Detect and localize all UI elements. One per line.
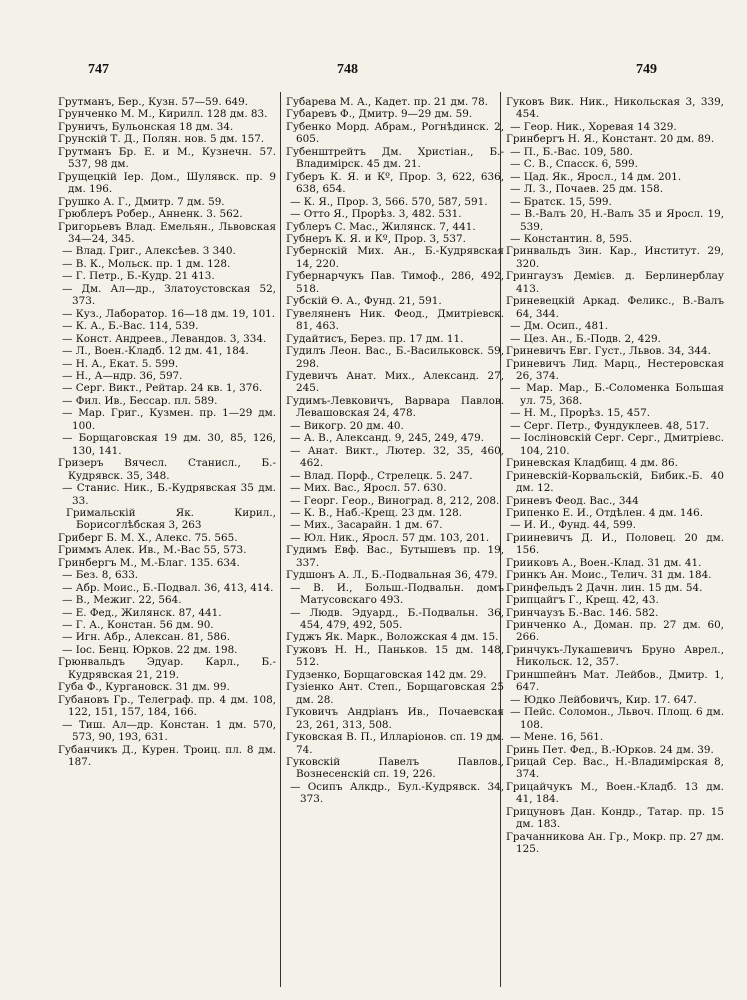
directory-subentry: — В. И., Больш.-Подвальн. домъ Матусовскаго 493. [290,581,504,607]
directory-subentry: — Мих., Засарайн. 1 дм. 67. [290,519,443,532]
directory-entry: Гриберг Б. М. Х., Алекс. 75. 565. [58,531,238,544]
directory-entry: Гриневичъ Евг. Густ., Львов. 34, 344. [506,345,711,358]
directory-subentry: — Цад. Як., Яросл., 14 дм. 201. [510,170,682,183]
directory-subentry: — Г. А., Констан. 56 дм. 90. [62,619,214,632]
directory-subentry: — Куз., Лаборатор. 16—18 дм. 19, 101. [62,307,276,320]
directory-entry: Гуджъ Як. Марк., Воложская 4 дм. 15. [286,631,499,644]
directory-entry: Гудилъ Леон. Вас., Б.-Васильковск. 59, 298. [286,345,504,370]
directory-entry: Гриневскій-Корвальскій, Бибик.-Б. 40 дм. 12. [506,469,724,495]
directory-subentry: — Н. М., Прорѣз. 15, 457. [510,407,651,420]
directory-entry: Гузіенко Ант. Степ., Борщаговская 25 дм. 28. [286,681,504,706]
directory-subentry: — Г. Петр., Б.-Кудр. 21 413. [62,270,215,283]
directory-subentry: — И. И., Фунд. 44, 599. [510,519,636,532]
directory-entry: Гринфельдъ 2 Дачн. лин. 15 дм. 54. [506,581,703,594]
directory-subentry: — Дм. Ал—др., Златоустовская 52, 373. [62,282,276,308]
directory-subentry: — Цез. Ан., Б.-Подв. 2, 429. [510,332,661,345]
directory-entry: Грицайчукъ М., Воен.-Кладб. 13 дм. 41, 184. [506,780,724,806]
directory-subentry: — Мар. Григ., Кузмен. пр. 1—29 дм. 100. [62,407,276,432]
directory-entry: Гуковичъ Андріанъ Ив., Почаевская 23, 261, 313, 508. [286,706,504,731]
directory-subentry: — Мих. Вас., Яросл. 57. 630. [290,482,447,495]
directory-entry: Гублеръ С. Мас., Жилянск. 7, 441. [286,220,476,233]
directory-entry: Гудшонъ А. Л., Б.-Подвальная 36, 479. [286,569,498,582]
directory-entry: Григорьевъ Влад. Емельян., Львовская 34—24, 345. [58,220,276,245]
directory-subentry: — Іосліновскій Серг. Серг., Дмитріевс. 104, 210. [510,432,724,457]
directory-entry: Губа Ф., Кургановск. 31 дм. 99. [58,681,230,694]
directory-subentry: — К. А., Б.-Вас. 114, 539. [62,320,199,333]
directory-subentry: — К. В., Наб.-Крещ. 23 дм. 128. [290,506,463,519]
directory-entry: Гудимъ Евф. Вас., Бутышевъ пр. 19, 337. [286,544,504,569]
column-right [506,96,724,986]
directory-subentry: — Л. З., Почаев. 25 дм. 158. [510,183,664,196]
directory-entry: Губернарчукъ Пав. Тимоф., 286, 492, 518. [286,270,504,295]
directory-subentry: — Людв. Эдуард., Б.-Подвальн. 36, 454, 479, 492, 505. [290,606,504,632]
directory-entry: Гриневецкій Аркад. Феликс., В.-Валъ 64, 344. [506,295,724,320]
directory-entry: Губнеръ К. Я. и Кº, Прор. 3, 537. [286,232,466,245]
directory-subentry: — Н., А—ндр. 36, 597. [62,369,183,382]
directory-entry: Грииневичъ Д. И., Половец. 20 дм. 156. [506,531,724,557]
directory-entry: Грипцайгъ Г., Крещ. 42, 43. [506,594,659,607]
directory-subentry: — Братск. 15, 599. [510,195,612,208]
directory-subentry: — П., Б.-Вас. 109, 580. [510,145,633,158]
directory-subentry: — Серг. Петр., Фундуклеев. 48, 517. [510,419,709,432]
directory-entry: Гринбергъ М., М.-Благ. 135. 634. [58,556,240,569]
directory-entry: Грачанникова Ан. Гр., Мокр. пр. 27 дм. 125. [506,830,724,856]
directory-subentry: — Л., Воен.-Кладб. 12 дм. 41, 184. [62,345,249,358]
directory-entry: Грюнвальдъ Эдуар. Карл., Б.-Кудрявская 21, 219. [58,656,276,681]
directory-entry: Грунскій Т. Д., Полян. нов. 5 дм. 157. [58,133,265,146]
directory-subentry: — Георг. Геор., Виноград. 8, 212, 208. [290,494,500,507]
directory-entry: Губскій Ө. А., Фунд. 21, 591. [286,295,442,308]
directory-entry: Грицуновъ Дан. Кондр., Татар. пр. 15 дм. 183. [506,805,724,831]
directory-subentry: — Викогр. 20 дм. 40. [290,419,404,432]
directory-subentry: — Фил. Ив., Бессар. пл. 589. [62,394,218,407]
directory-entry: Грипенко Е. И., Отдѣлен. 4 дм. 146. [506,506,704,519]
directory-entry: Губановъ Гр., Телеграф. пр. 4 дм. 108, 122, 151, 157, 184, 166. [58,693,276,719]
directory-entry: Гриневичъ Лид. Марц., Нестеровская 26, 374. [506,357,724,382]
directory-subentry: — Юл. Ник., Яросл. 57 дм. 103, 201. [290,531,490,544]
directory-subentry: — Анат. Викт., Лютер. 32, 35, 460, 462. [290,444,504,470]
directory-subentry: — Мене. 16, 561. [510,731,604,744]
directory-entry: Гримальскій Як. Кирил., Борисоглѣбская 3, 263 [66,506,276,532]
directory-subentry: — В.-Валъ 20, Н.-Валъ 35 и Яросл. 19, 539. [510,208,724,233]
directory-subentry: — Н. А., Екат. 5. 599. [62,357,179,370]
directory-entry: Гризеръ Вячесл. Станисл., Б.-Кудрявск. 35, 348. [58,457,276,482]
directory-entry: Гринчаузъ Б.-Вас. 146. 582. [506,606,659,619]
directory-entry: Губеръ К. Я. и Кº, Прор. 3, 622, 636, 638, 654. [286,170,504,196]
directory-entry: Грушко А. Г., Дмитр. 7 дм. 59. [58,195,225,208]
directory-entry: Губаревъ Ф., Дмитр. 9—29 дм. 59. [286,108,473,121]
directory-entry: Гужовъ Н. Н., Паньков. 15 дм. 148, 512. [286,643,504,669]
directory-subentry: — Е. Фед., Жилянск. 87, 441. [62,606,222,619]
page-number-left: 747 [88,62,109,77]
directory-entry: Губенштрейтъ Дм. Христіан., Б.-Владимірск. 45 дм. 21. [286,145,504,171]
directory-subentry: — Влад. Григ., Алексѣев. 3 340. [62,245,236,258]
directory-entry: Грутманъ, Бер., Кузн. 57—59. 649. [58,96,249,108]
directory-entry: Гудевичъ Анат. Мих., Александ. 27, 245. [286,369,504,395]
directory-entry: Груничъ, Бульонская 18 дм. 34. [58,120,234,133]
directory-subentry: — Геор. Ник., Хоревая 14 329. [510,120,677,133]
directory-subentry: — Дм. Осип., 481. [510,320,609,333]
directory-entry: Грингаузъ Демієв. д. Берлинерблау 413. [506,270,724,295]
directory-subentry: — К. Я., Прор. 3, 566. 570, 587, 591. [290,195,488,208]
directory-entry: Гринь Пет. Фед., В.-Юрков. 24 дм. 39. [506,743,714,756]
directory-subentry: — В. К., Мольск. пр. 1 дм. 128. [62,257,231,270]
directory-entry: Губернскій Мих. Ан., Б.-Кудрявская 14, 220. [286,245,504,270]
directory-entry: Гринчукъ-Лукашевичъ Бруно Аврел., Никольск. 12, 357. [506,643,724,669]
directory-entry: Грутманъ Бр. Е. и М., Кузнечн. 57. 537, 98 дм. [58,145,276,171]
directory-subentry: — Без. 8, 633. [62,569,139,582]
directory-entry: Гудимъ-Левковичъ, Варвара Павлов. Левашовская 24, 478. [286,394,504,420]
directory-entry: Губенко Морд. Абрам., Рогнѣдинск. 2, 605. [286,120,504,146]
directory-entry: Гринбергъ Н. Я., Констант. 20 дм. 89. [506,133,715,146]
directory-entry: Грунченко М. М., Кирилл. 128 дм. 83. [58,108,268,121]
directory-entry: Гринвальдъ Зин. Кар., Институт. 29, 320. [506,245,724,270]
directory-subentry: — Влад. Порф., Стрелецк. 5. 247. [290,469,473,482]
directory-subentry: — Серг. Викт., Рейтар. 24 кв. 1, 376. [62,382,263,395]
directory-subentry: — Борщаговская 19 дм. 30, 85, 126, 130, 141. [62,432,276,457]
directory-entry: Грюблеръ Робер., Анненк. 3. 562. [58,208,243,221]
directory-entry: Грииковъ А., Воен.-Клад. 31 дм. 41. [506,556,702,569]
column-left [58,96,276,986]
directory-entry: Гудзенко, Борщаговская 142 дм. 29. [286,668,487,681]
directory-entry: Грицай Сер. Вас., Н.-Владимірская 8, 374. [506,756,724,781]
directory-subentry: — Отто Я., Прорѣз. 3, 482. 531. [290,208,462,221]
directory-subentry: — Тиш. Ал—др. Констан. 1 дм. 570, 573, 90, 193, 631. [62,718,276,744]
directory-subentry: — Станис. Ник., Б.-Кудрявская 35 дм. 33. [62,482,276,507]
directory-entry: Гриневъ Феод. Вас., 344 [506,494,639,507]
directory-entry: Грущецкій Іер. Дом., Шулявск. пр. 9 дм. 196. [58,170,276,196]
directory-entry: Гудайтисъ, Берез. пр. 17 дм. 11. [286,332,464,345]
column-middle [286,96,504,986]
directory-entry: Гриншпейнъ Мат. Лейбов., Дмитр. 1, 647. [506,668,724,694]
directory-subentry: — Осипъ Алкдр., Бул.-Кудрявск. 34, 373. [290,780,504,806]
directory-subentry: — Константин. 8, 595. [510,232,633,245]
directory-entry: Гуковскій Павелъ Павлов., Вознесенскій сп. 19, 226. [286,756,504,781]
directory-entry: Гуковская В. П., Илларіонов. сп. 19 дм. 74. [286,731,504,756]
directory-subentry: — С. В., Спасск. 6, 599. [510,158,638,171]
directory-subentry: — Юдко Лейбовичъ, Кир. 17. 647. [510,693,697,706]
directory-entry: Гринкъ Ан. Моис., Телич. 31 дм. 184. [506,569,712,582]
directory-subentry: — А. В., Александ. 9, 245, 249, 479. [290,432,484,445]
directory-entry: Гуковъ Вик. Ник., Никольская 3, 339, 454. [506,96,724,121]
column-divider [280,92,281,987]
directory-subentry: — Игн. Абр., Алексан. 81, 586. [62,631,231,644]
page-number-center: 748 [337,62,358,77]
directory-subentry: — В., Межиг. 22, 564. [62,594,182,607]
directory-subentry: — Абр. Моис., Б.-Подвал. 36, 413, 414. [62,581,274,594]
directory-entry: Губарева М. А., Кадет. пр. 21 дм. 78. [286,96,489,108]
directory-subentry: — Пейс. Соломон., Львоч. Площ. 6 дм. 108. [510,706,724,731]
page-number-right: 749 [636,62,657,77]
directory-entry: Гринченко А., Доман. пр. 27 дм. 60, 266. [506,619,724,644]
directory-entry: Гриневская Кладбищ. 4 дм. 86. [506,457,678,470]
directory-subentry: — Мар. Мар., Б.-Соломенка Большая ул. 75, 368. [510,382,724,407]
directory-subentry: — Іос. Бенц. Юрков. 22 дм. 198. [62,643,238,656]
directory-entry: Губанчикъ Д., Курен. Троиц. пл. 8 дм. 187. [58,743,276,769]
directory-subentry: — Конст. Андреев., Левандов. 3, 334. [62,332,267,345]
directory-entry: Гувеляненъ Ник. Феод., Дмитріевск. 81, 463. [286,307,504,333]
directory-entry: Гриммъ Алек. Ив., М.-Вас 55, 573. [58,544,247,557]
